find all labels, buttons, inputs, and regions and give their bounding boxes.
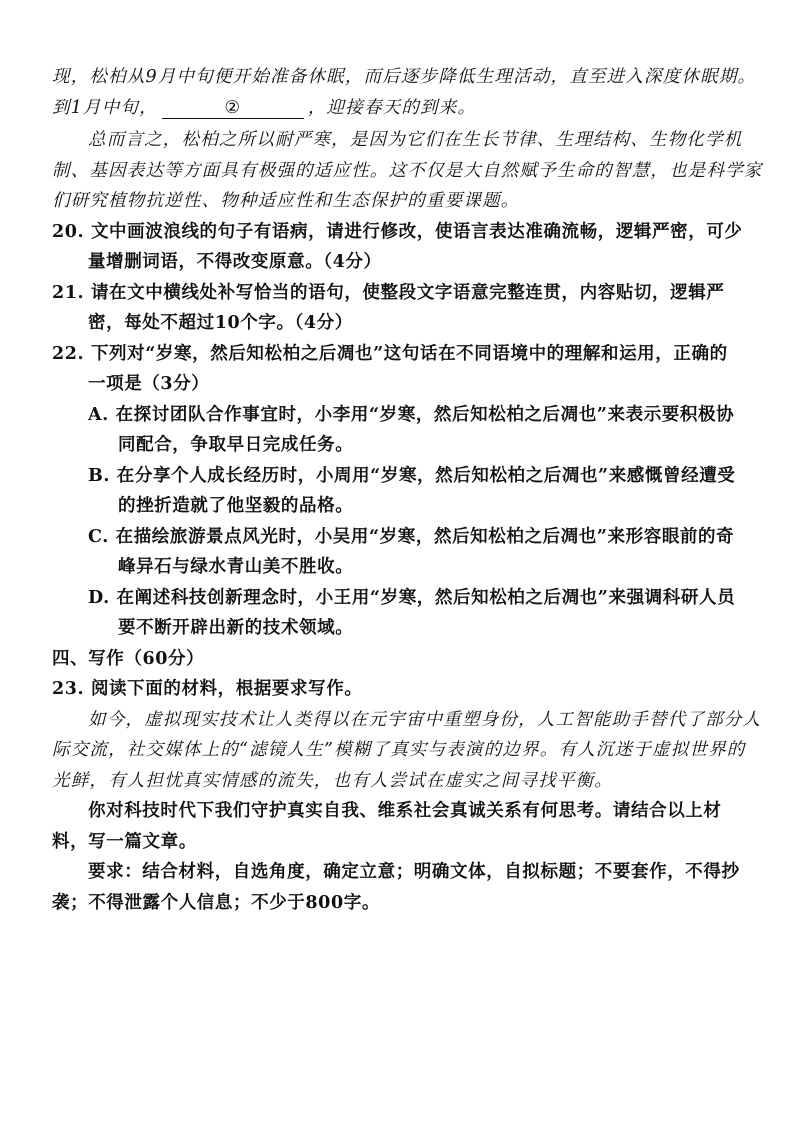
option-c-line-2: 峰异石与绿水青山美不胜收。 — [118, 557, 354, 577]
prompt-line-2: 料，写一篇文章。 — [52, 831, 197, 852]
question-21-line-2: 密，每处不超过10个字。（4分） — [88, 313, 353, 333]
material-line-3: 光鲜，有人担忧真实情感的流失，也有人尝试在虚实之间寻找平衡。 — [52, 770, 613, 791]
conclusion-line-3: 们研究植物抗逆性、物种适应性和生态保护的重要课题。 — [52, 191, 520, 211]
option-a-line-2: 同配合，争取早日完成任务。 — [118, 435, 354, 455]
conclusion-line-1: 总而言之，松柏之所以耐严寒，是因为它们在生长节律、生理结构、生物化学机 — [88, 130, 743, 150]
question-23-instruction: 23. 阅读下面的材料，根据要求写作。 — [52, 679, 363, 699]
passage-line-2-before: 到1月中旬， — [52, 97, 158, 118]
option-a-line-1[interactable]: A. 在探讨团队合作事宜时，小李用“岁寒，然后知松柏之后凋也”来表示要积极协 — [88, 404, 735, 425]
question-21-line-1: 21. 请在文中横线处补写恰当的语句，使整段文字语意完整连贯，内容贴切，逻辑严 — [52, 282, 725, 303]
exam-page — [52, 62, 763, 918]
conclusion-line-2: 制、基因表达等方面具有极强的适应性。这不仅是大自然赋予生命的智慧，也是科学家 — [52, 160, 763, 181]
option-c-line-1[interactable]: C. 在描绘旅游景点风光时，小吴用“岁寒，然后知松柏之后凋也”来形容眼前的奇 — [88, 526, 735, 547]
fill-blank-2[interactable]: ② — [162, 98, 304, 119]
passage-line-2 — [52, 93, 757, 124]
requirements-line-1: 要求：结合材料，自选角度，确定立意；明确文体，自拟标题；不要套作，不得抄 — [88, 862, 740, 882]
question-20-line-1: 20. 文中画波浪线的句子有语病，请进行修改，使语言表达准确流畅，逻辑严密，可少 — [52, 221, 743, 242]
requirements-line-2: 袭；不得泄露个人信息；不少于800字。 — [52, 892, 380, 913]
option-d-line-1[interactable]: D. 在阐述科技创新理念时，小王用“岁寒，然后知松柏之后凋也”来强调科研人员 — [88, 587, 736, 608]
passage-line-1: 现，松柏从9月中旬便开始准备休眠，而后逐步降低生理活动，直至进入深度休眠期。 — [52, 67, 757, 87]
material-line-2: 际交流，社交媒体上的“滤镜人生”模糊了真实与表演的边界。有人沉迷于虚拟世界的 — [52, 740, 746, 760]
option-b-line-1[interactable]: B. 在分享个人成长经历时，小周用“岁寒，然后知松柏之后凋也”来感慨曾经遭受 — [88, 465, 736, 486]
question-20-line-2: 量增删词语，不得改变原意。（4分） — [88, 252, 382, 272]
section-4-heading: 四、写作（60分） — [52, 648, 205, 669]
question-22-stem-line-2: 一项是（3分） — [88, 374, 210, 394]
prompt-line-1: 你对科技时代下我们守护真实自我、维系社会真诚关系有何思考。请结合以上材 — [88, 801, 722, 821]
passage-line-2-after: ，迎接春天的到来。 — [307, 97, 477, 118]
option-b-line-2: 的挫折造就了他坚毅的品格。 — [118, 496, 354, 516]
option-d-line-2: 要不断开辟出新的技术领域。 — [118, 618, 354, 638]
material-line-1: 如今，虚拟现实技术让人类得以在元宇宙中重塑身份，人工智能助手替代了部分人 — [88, 709, 762, 730]
question-22-stem-line-1: 22. 下列对“岁寒，然后知松柏之后凋也”这句话在不同语境中的理解和运用，正确的 — [52, 343, 728, 364]
